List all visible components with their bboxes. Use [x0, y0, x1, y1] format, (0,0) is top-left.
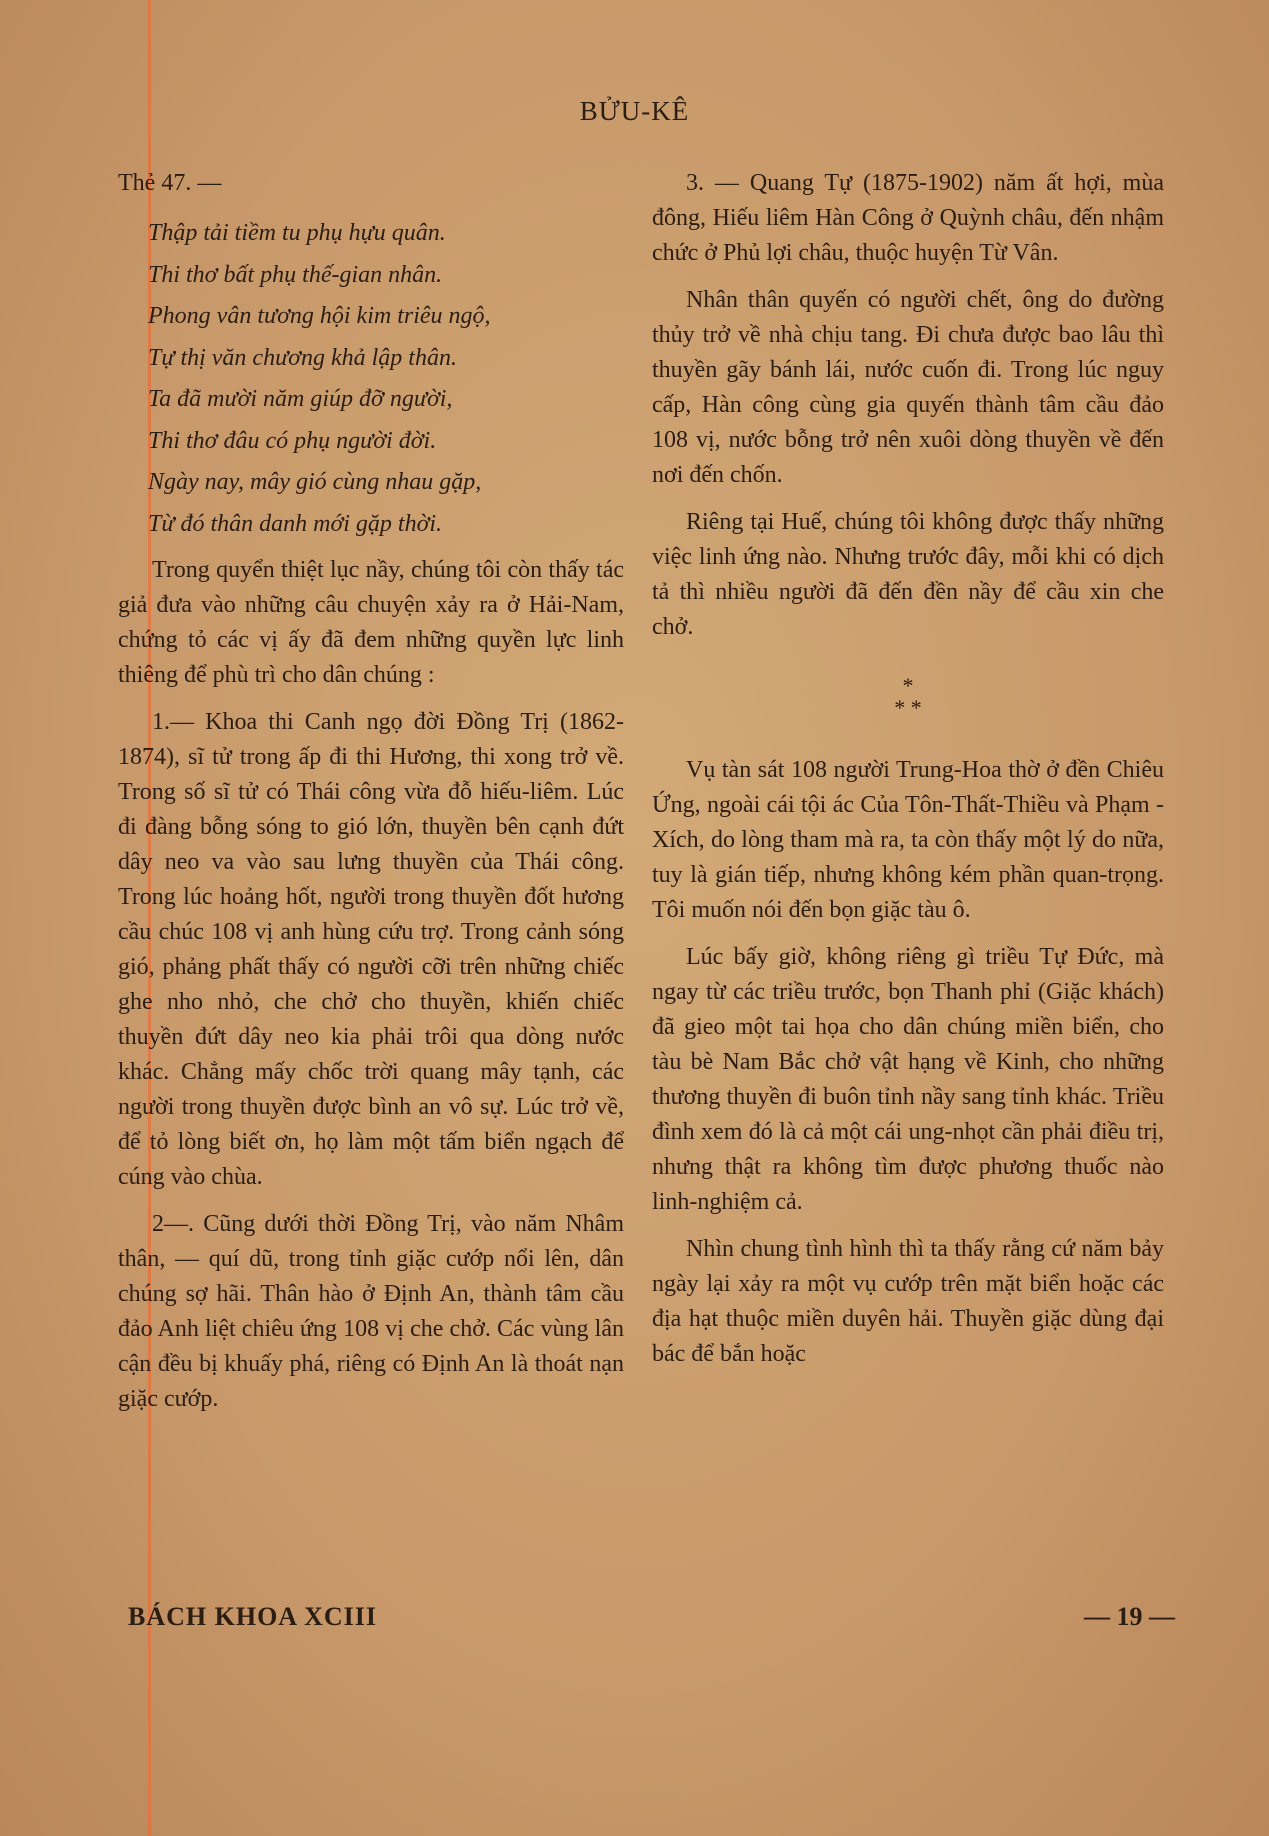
separator-stars: * *: [894, 695, 922, 720]
poem-line: Phong vân tương hội kim triêu ngộ,: [148, 303, 491, 329]
left-column: [118, 166, 624, 1429]
paragraph: Trong quyển thiệt lục nầy, chúng tôi còn thấy tác giả đưa vào những câu chuyện xảy ra ở Hải-Nam, chứng tỏ các vị ấy đã đem những quyền lực linh thiêng để phù trì cho dân chúng :: [118, 557, 624, 688]
paragraph: Nhân thân quyến có người chết, ông do đường thủy trở về nhà chịu tang. Đi chưa được bao lâu thì thuyền gãy bánh lái, nước cuốn đi. Trong lúc nguy cấp, Hàn công cùng gia quyến thành tâm cầu đảo 108 vị, nước bỗng trở nên xuôi dòng thuyền về đến nơi đến chốn.: [652, 287, 1164, 488]
poem-line: Thi thơ bất phụ thế-gian nhân.: [148, 261, 443, 288]
poem-line: Ta đã mười năm giúp đỡ người,: [148, 386, 453, 412]
page-number: — 19 —: [1084, 1602, 1175, 1631]
paragraph: Riêng tại Huế, chúng tôi không được thấy những việc linh ứng nào. Nhưng trước đây, mỗi khi có dịch tả thì nhiều người đã đến đền nầy để cầu xin che chở.: [652, 509, 1164, 640]
journal-footer: BÁCH KHOA XCIII: [128, 1602, 378, 1631]
paragraph: Vụ tàn sát 108 người Trung-Hoa thờ ở đền Chiêu Ứng, ngoài cái tội ác Của Tôn-Thất-Thiều và Phạm - Xích, do lòng tham mà ra, ta còn thấy một lý do nữa, tuy là gián tiếp, nhưng không kém phần quan-trọng. Tôi muốn nói đến bọn giặc tàu ô.: [652, 757, 1164, 923]
poem-line: Từ đó thân danh mới gặp thời.: [148, 510, 443, 537]
page-header: BỬU-KÊ: [579, 96, 690, 126]
poem-line: Thi thơ đâu có phụ người đời.: [148, 427, 437, 454]
paragraph: Lúc bấy giờ, không riêng gì triều Tự Đức, mà ngay từ các triều trước, bọn Thanh phỉ (Giặc khách) đã gieo một tai họa cho dân chúng miền biển, cho tàu bè Nam Bắc chở vật hạng về Kinh, cho những thương thuyền đi buôn tỉnh nầy sang tỉnh khác. Triều đình xem đó là cả một cái ung-nhọt cần phải điều trị, nhưng thật ra không tìm được phương thuốc nào linh-nghiệm cả.: [652, 944, 1164, 1215]
poem-line: Tự thị văn chương khả lập thân.: [148, 344, 457, 371]
right-column: [652, 166, 1164, 1384]
paragraph: Nhìn chung tình hình thì ta thấy rằng cứ năm bảy ngày lại xảy ra một vụ cướp trên mặt biển hoặc các địa hạt thuộc miền duyên hải. Thuyền giặc dùng đại bác để bắn hoặc: [652, 1236, 1164, 1367]
section-title: Thẻ 47. —: [118, 170, 222, 196]
section-separator: [652, 675, 1164, 719]
paragraph: 3. — Quang Tự (1875-1902) năm ất hợi, mùa đông, Hiếu liêm Hàn Công ở Quỳnh châu, đến nhậm chức ở Phủ lợi châu, thuộc huyện Từ Vân.: [652, 170, 1164, 266]
poem-line: Thập tải tiềm tu phụ hựu quân.: [148, 220, 446, 246]
separator-star: *: [902, 673, 914, 698]
poem-line: Ngày nay, mây gió cùng nhau gặp,: [148, 469, 482, 495]
paragraph: 2—. Cũng dưới thời Đồng Trị, vào năm Nhâm thân, — quí dũ, trong tỉnh giặc cướp nổi lên, dân chúng sợ hãi. Thân hào ở Định An, thành tâm cầu đảo Anh liệt chiêu ứng 108 vị che chở. Các vùng lân cận đều bị khuấy phá, riêng có Định An là thoát nạn giặc cướp.: [118, 1211, 624, 1412]
poem: [148, 213, 624, 545]
paragraph: 1.— Khoa thi Canh ngọ đời Đồng Trị (1862-1874), sĩ tử trong ấp đi thi Hương, thi xong trở về. Trong số sĩ tử có Thái công vừa đỗ hiếu-liêm. Lúc đi đàng bỗng sóng to gió lớn, thuyền bên cạnh đứt dây neo va vào sau lưng thuyền của Thái công. Trong lúc hoảng hốt, người trong thuyền đốt hương cầu chúc 108 vị anh hùng cứu trợ. Trong cảnh sóng gió, phảng phất thấy có người cỡi trên những chiếc ghe nho nhỏ, che chở cho thuyền, khiến chiếc thuyền đứt dây neo kia phải trôi qua dòng nước khác. Chẳng mấy chốc trời quang mây tạnh, các người trong thuyền được bình an vô sự. Lúc trở về, để tỏ lòng biết ơn, họ làm một tấm biển ngạch để cúng vào chùa.: [118, 709, 624, 1190]
